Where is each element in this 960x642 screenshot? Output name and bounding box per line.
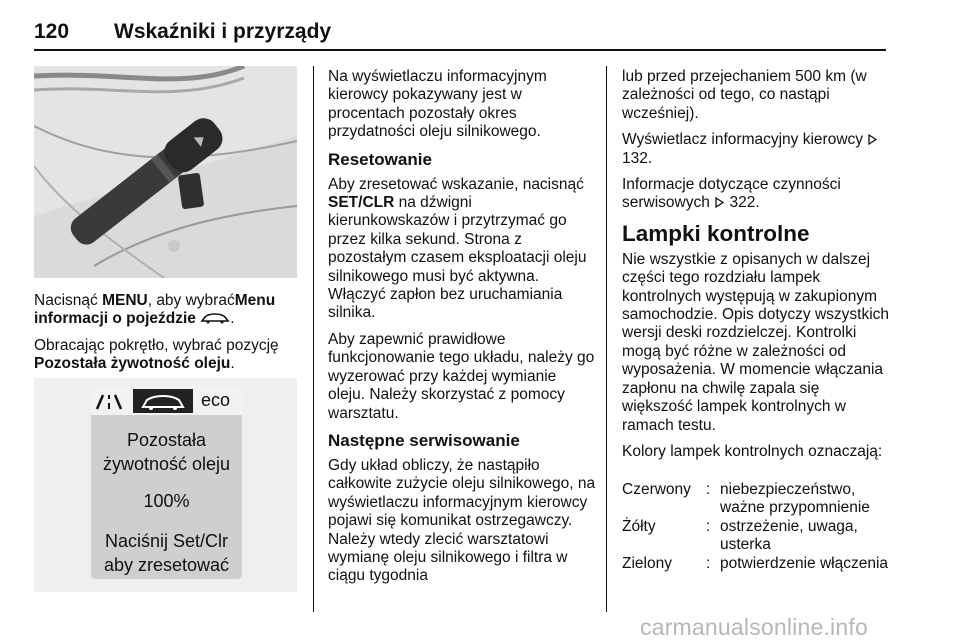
menu-button-label: MENU	[102, 292, 148, 309]
display-icon-bar	[91, 387, 242, 415]
text-fragment: Informacje dotyczące czynności serwisowych	[622, 176, 841, 212]
display-line-1: Pozostała	[126, 430, 207, 450]
paragraph: Nie wszystkie z opisanych w dalszej części tego rozdziału lampek kontrolnych występują w zakupionym samochodzie. Opis dotyczy wszystkich wersji deski rozdzielczej. Kontrolki mogą być różne w zależności od wyposażenia. W momencie włączania zapłonu na chwilę zapala się większość lampek kontrolnych w ramach testu.	[622, 250, 890, 434]
instruction-menu	[34, 292, 300, 329]
column-divider	[606, 66, 607, 612]
legend-key: Zielony	[622, 555, 672, 572]
turn-signal-stalk-figure	[34, 66, 297, 278]
car-icon	[200, 312, 230, 324]
driver-info-display	[91, 387, 242, 579]
legend-colon: :	[706, 518, 711, 535]
page-header	[34, 20, 886, 46]
page-title: Wskaźniki i przyrządy	[114, 20, 332, 43]
paragraph: Aby zapewnić prawidłowe funkcjonowanie tego układu, należy go wyzerować przy każdej wymianie oleju. Należy skorzystać z pomocy warsztatu.	[328, 330, 595, 422]
text-fragment: .	[230, 310, 235, 328]
display-line-4: aby zresetować	[103, 555, 230, 575]
section-heading-reset: Resetowanie	[328, 149, 432, 169]
header-rule	[34, 49, 886, 51]
display-line-3: Naciśnij Set/Clr	[104, 531, 229, 551]
display-percent: 100%	[143, 491, 190, 511]
set-clr-label: SET/CLR	[328, 194, 395, 212]
page-reference-icon	[714, 197, 725, 208]
column-divider	[313, 66, 314, 612]
legend-value: niebezpieczeństwo, ważne przypomnienie	[720, 481, 870, 517]
paragraph	[622, 131, 890, 168]
display-line-2: żywotność oleju	[102, 454, 231, 474]
road-right-icon	[115, 395, 121, 409]
text-fragment: Obracając pokrętło, wybrać pozycję	[34, 336, 279, 354]
text-fragment: , aby wybrać	[147, 292, 235, 309]
legend-colon: :	[706, 481, 711, 498]
instruction-rotate	[34, 337, 300, 374]
car-icon	[133, 389, 193, 413]
watermark: carmanualsonline.info	[640, 614, 868, 640]
text-fragment: Aby zresetować wskazanie, nacisnąć	[328, 175, 584, 193]
page-number: 120	[34, 20, 70, 43]
text-fragment: .	[230, 355, 235, 373]
text-fragment: Nacisnąć	[34, 292, 103, 309]
legend-key: Żółty	[622, 518, 656, 535]
paragraph: Gdy układ obliczy, że nastąpiło całkowite zużycie oleju silnikowego, na wyświetlaczu informacyjnym kierowcy pojawi się komunikat ostrzegawczy. Należy wtedy zlecić warsztatowi wymianę oleju silnikowego i filtra w ciągu tygodnia	[328, 456, 596, 585]
paragraph: lub przed przejechaniem 500 km (w zależności od tego, co nastąpi wcześniej).	[622, 68, 867, 122]
legend-value: ostrzeżenie, uwaga, usterka	[720, 518, 858, 554]
text-fragment: na dźwigni kierunkowskazów i przytrzymać go przez kilka sekund. Strona z pozostałym czasem eksploatacji oleju silnikowego musi być aktywna. Włączyć zapłon bez uruchamiania silnika.	[328, 194, 587, 322]
road-left-icon	[97, 395, 103, 409]
column-1-text	[34, 292, 300, 382]
page-reference: 322.	[729, 194, 760, 212]
text-fragment: Wyświetlacz informacyjny kierowcy	[622, 131, 864, 149]
page-reference: 132.	[622, 149, 653, 167]
paragraph: Kolory lampek kontrolnych oznaczają:	[622, 442, 883, 460]
section-heading-next-service: Następne serwisowanie	[328, 430, 520, 450]
eco-label: eco	[201, 390, 231, 410]
stalk-illustration	[34, 66, 297, 278]
oil-life-display-figure	[34, 378, 297, 592]
paragraph	[622, 176, 890, 213]
legend-value: potwierdzenie włączenia	[720, 555, 889, 572]
section-heading-warning-lights: Lampki kontrolne	[622, 220, 810, 246]
page-reference-icon	[867, 134, 878, 145]
paragraph: Na wyświetlaczu informacyjnym kierowcy pokazywany jest w procentach pozostały okres przydatności oleju silnikowego.	[328, 68, 547, 141]
column-2-text	[328, 68, 596, 594]
legend-key: Czerwony	[622, 481, 691, 498]
column-3-text	[622, 68, 890, 469]
vehicle-info-menu-label: Menu informacji o pojeździe	[34, 292, 276, 328]
oil-life-label: Pozostała żywotność oleju	[34, 355, 231, 373]
paragraph	[328, 176, 596, 323]
legend-colon: :	[706, 555, 711, 572]
